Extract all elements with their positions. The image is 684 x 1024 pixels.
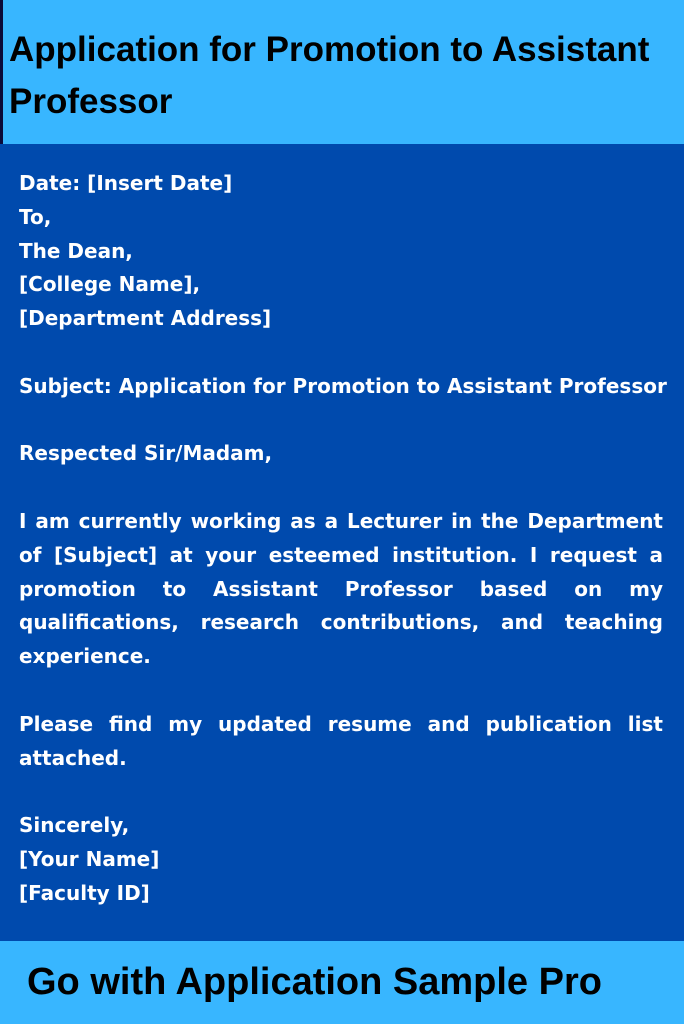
recipient-line: The Dean, (19, 238, 133, 263)
title-banner (0, 0, 684, 144)
spacer (19, 336, 663, 370)
spacer (19, 775, 663, 809)
spacer (19, 674, 663, 708)
signature-name: [Your Name] (19, 846, 160, 871)
body-paragraph-request: I am currently working as a Lecturer in the Department of [Subject] at your esteemed institution. I request a promotion to Assistant Professor based on my qualifications, research contributions, and teaching experience. (19, 508, 663, 669)
brand-footer (0, 941, 684, 1024)
spacer (19, 404, 663, 438)
date-line: Date: [Insert Date] (19, 171, 233, 195)
closing: Sincerely, (19, 813, 130, 838)
letter-body (19, 167, 667, 911)
page-title: Application for Promotion to Assistant Professor (9, 30, 650, 121)
address-line: [Department Address] (19, 306, 272, 331)
salutation: Respected Sir/Madam, (19, 441, 273, 466)
spacer (19, 471, 663, 505)
subject-line: Subject: Application for Promotion to Assistant Professor (19, 373, 667, 398)
faculty-id: [Faculty ID] (19, 880, 150, 905)
to-line: To, (19, 204, 52, 229)
body-paragraph-attachments: Please find my updated resume and publication list attached. (19, 711, 663, 770)
brand-tagline: Go with Application Sample Pro (27, 961, 602, 1003)
college-line: [College Name], (19, 272, 201, 297)
